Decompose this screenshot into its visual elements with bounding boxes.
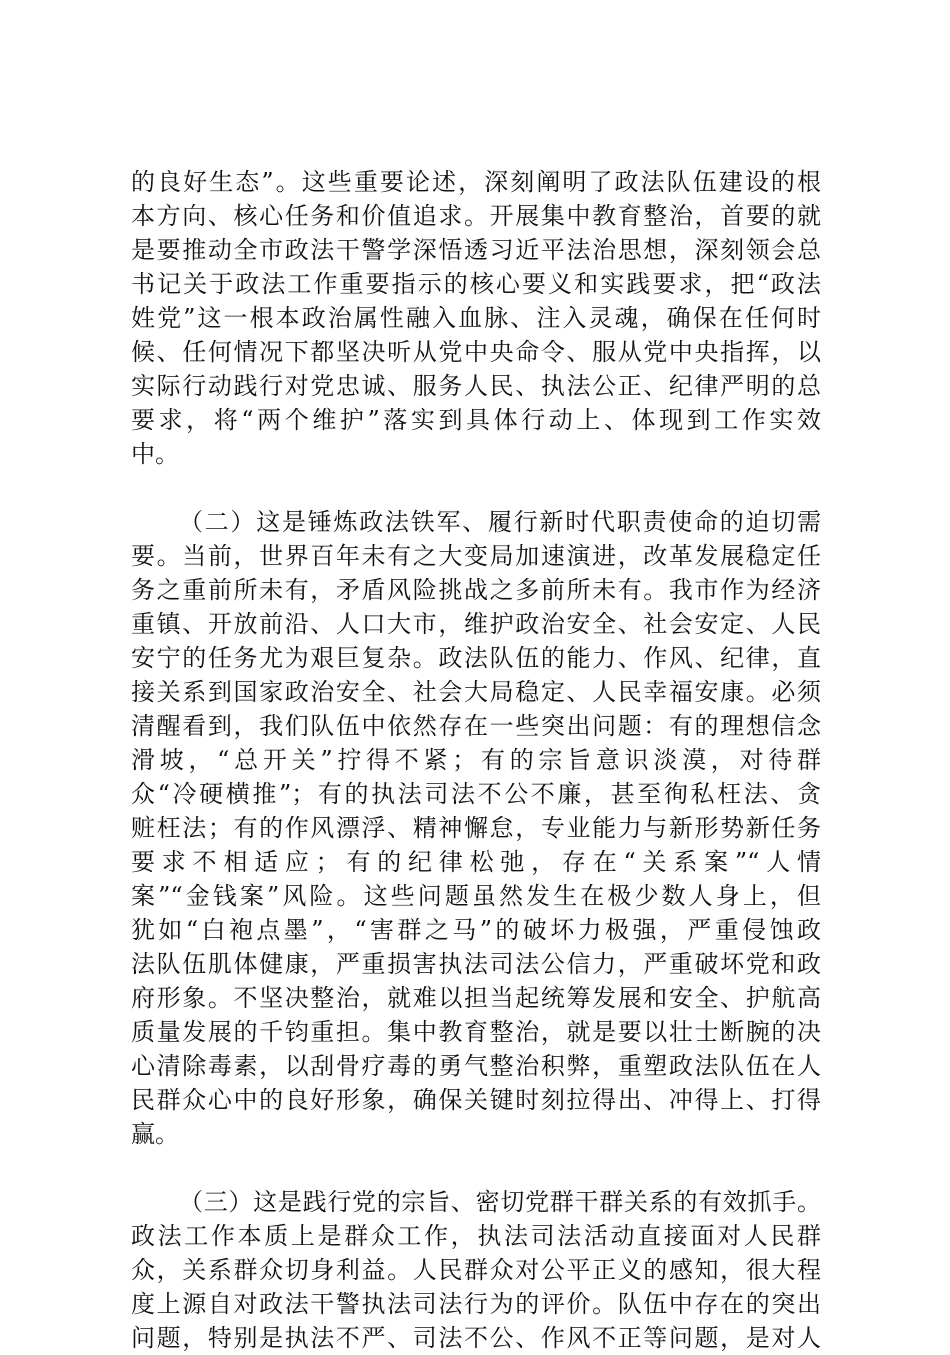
text-line: 民群众心中的良好形象，确保关键时刻拉得出、冲得上、打得 (131, 1086, 821, 1114)
paragraph-2 (131, 505, 821, 1151)
text-line: 众，关系群众切身利益。人民群众对公平正义的感知，很大程 (131, 1256, 821, 1284)
text-line: 实际行动践行对党忠诚、服务人民、执法公正、纪律严明的总 (131, 372, 821, 400)
text-line: 府形象。不坚决整治，就难以担当起统筹发展和安全、护航高 (131, 984, 821, 1012)
text-line: 赃枉法；有的作风漂浮、精神懈怠，专业能力与新形势新任务 (131, 814, 821, 842)
text-line: 清醒看到，我们队伍中依然存在一些突出问题：有的理想信念 (131, 712, 821, 740)
text-line: 务之重前所未有，矛盾风险挑战之多前所未有。我市作为经济 (131, 576, 821, 604)
text-line: 要求不相适应；有的纪律松弛，存在“关系案”“人情 (131, 848, 821, 876)
text-line: 安宁的任务尤为艰巨复杂。政法队伍的能力、作风、纪律，直 (131, 644, 821, 672)
text-line: 犹如“白袍点墨”，“害群之马”的破坏力极强，严重侵蚀政 (131, 916, 821, 944)
text-line: 案”“金钱案”风险。这些问题虽然发生在极少数人身上，但 (131, 882, 821, 910)
text-line: 是要推动全市政法干警学深悟透习近平法治思想，深刻领会总 (131, 236, 821, 264)
text-line: 本方向、核心任务和价值追求。开展集中教育整治，首要的就 (131, 202, 821, 230)
text-line: 要求，将“两个维护”落实到具体行动上、体现到工作实效 (131, 406, 821, 434)
text-line: 书记关于政法工作重要指示的核心要义和实践要求，把“政法 (131, 270, 821, 298)
text-line: 众“冷硬横推”；有的执法司法不公不廉，甚至徇私枉法、贪 (131, 780, 821, 808)
paragraph-3 (131, 1185, 821, 1355)
text-line: 法队伍肌体健康，严重损害执法司法公信力，严重破坏党和政 (131, 950, 821, 978)
document-body (131, 165, 821, 1355)
text-line: （三）这是践行党的宗旨、密切党群干群关系的有效抓手。 (179, 1188, 821, 1216)
text-line: 赢。 (131, 1120, 179, 1148)
text-line: 接关系到国家政治安全、社会大局稳定、人民幸福安康。必须 (131, 678, 821, 706)
paragraph-spacer (131, 1151, 821, 1185)
text-line: 的良好生态”。这些重要论述，深刻阐明了政法队伍建设的根 (131, 168, 821, 196)
paragraph-spacer (131, 471, 821, 505)
text-line: 滑坡，“总开关”拧得不紧；有的宗旨意识淡漠，对待群 (131, 746, 821, 774)
text-line: 候、任何情况下都坚决听从党中央命令、服从党中央指挥，以 (131, 338, 821, 366)
text-line: 问题，特别是执法不严、司法不公、作风不正等问题，是对人 (131, 1324, 821, 1352)
text-line: 重镇、开放前沿、人口大市，维护政治安全、社会安定、人民 (131, 610, 821, 638)
text-line: 心清除毒素，以刮骨疗毒的勇气整治积弊，重塑政法队伍在人 (131, 1052, 821, 1080)
text-line: 政法工作本质上是群众工作，执法司法活动直接面对人民群 (131, 1222, 821, 1250)
text-line: 姓党”这一根本政治属性融入血脉、注入灵魂，确保在任何时 (131, 304, 821, 332)
text-line: （二）这是锤炼政法铁军、履行新时代职责使命的迫切需 (179, 508, 821, 536)
text-line: 中。 (131, 440, 179, 468)
paragraph-1 (131, 165, 821, 471)
text-line: 要。当前，世界百年未有之大变局加速演进，改革发展稳定任 (131, 542, 821, 570)
text-line: 度上源自对政法干警执法司法行为的评价。队伍中存在的突出 (131, 1290, 821, 1318)
text-line: 质量发展的千钧重担。集中教育整治，就是要以壮士断腕的决 (131, 1018, 821, 1046)
